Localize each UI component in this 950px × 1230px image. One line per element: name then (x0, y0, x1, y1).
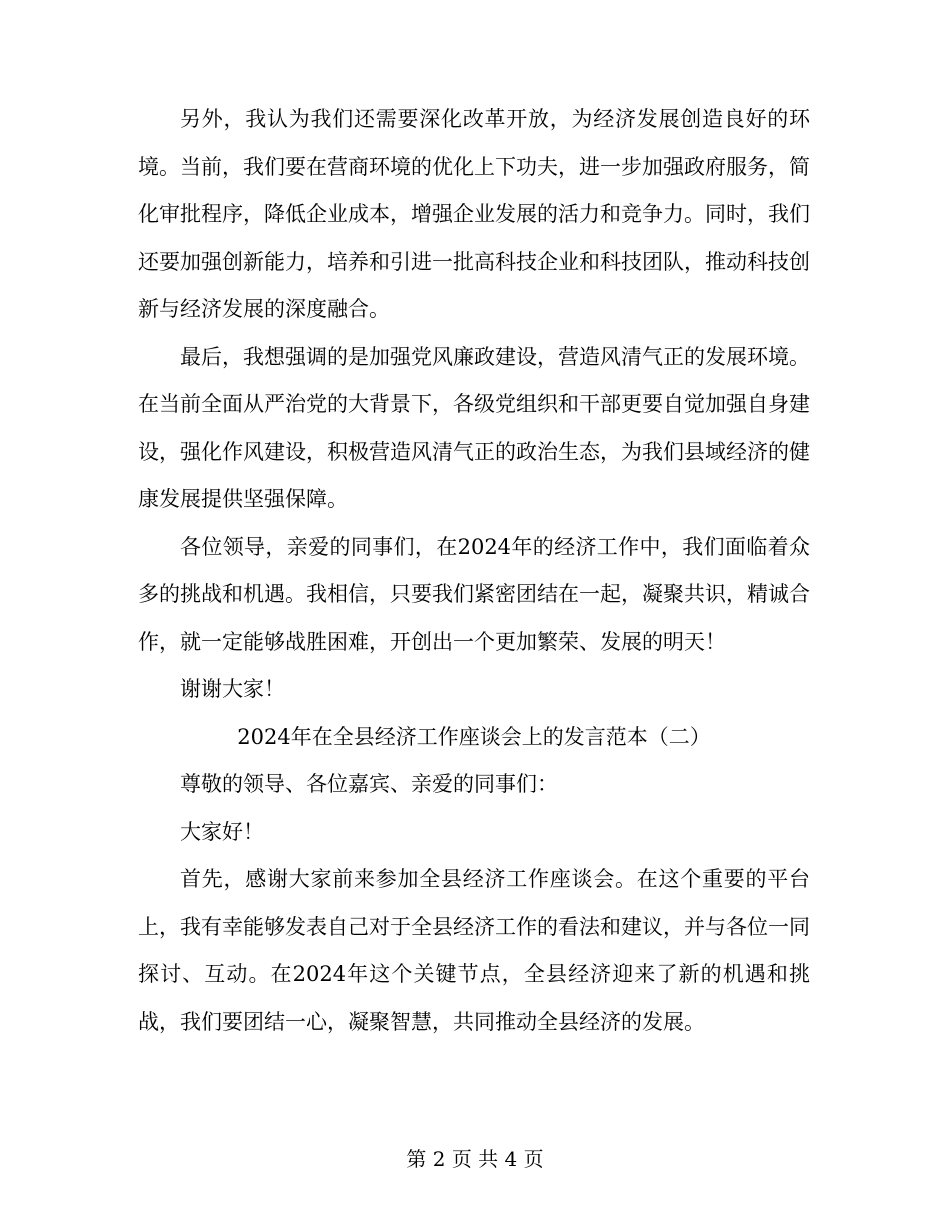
page-number-footer: 第 2 页 共 4 页 (406, 1147, 544, 1171)
greeting: 大家好！ (180, 819, 264, 844)
document-body (138, 96, 810, 1046)
paragraph-reform-opening: 另外，我认为我们还需要深化改革开放，为经济发展创造良好的环境。当前，我们要在营商环境的优化上下功夫，进一步加强政府服务，简化审批程序，降低企业成本，增强企业发展的活力和竞争力。同时，我们还要加强创新能力，培养和引进一批高科技企业和科技团队，推动科技创新与经济发展的深度融合。 (138, 107, 810, 321)
paragraph-party-conduct: 最后，我想强调的是加强党风廉政建设，营造风清气正的发展环境。在当前全面从严治党的大背景下，各级党组织和干部更要自觉加强自身建设，强化作风建设，积极营造风清气正的政治生态，为我们县域经济的健康发展提供坚强保障。 (138, 344, 810, 511)
paragraph-thanks: 谢谢大家！ (180, 677, 285, 701)
paragraph-closing-remarks: 各位领导，亲爱的同事们，在2024年的经济工作中，我们面临着众多的挑战和机遇。我相信，只要我们紧密团结在一起，凝聚共识，精诚合作，就一定能够战胜困难，开创出一个更加繁荣、发展的明天！ (138, 534, 810, 654)
salutation: 尊敬的领导、各位嘉宾、亲爱的同事们： (180, 772, 558, 796)
opening-paragraph: 首先，感谢大家前来参加全县经济工作座谈会。在这个重要的平台上，我有幸能够发表自己对于全县经济工作的看法和建议，并与各位一同探讨、互动。在2024年这个关键节点，全县经济迎来了新的机遇和挑战，我们要团结一心，凝聚智慧，共同推动全县经济的发展。 (138, 867, 810, 1034)
section-title: 2024年在全县经济工作座谈会上的发言范本（二） (237, 724, 711, 749)
